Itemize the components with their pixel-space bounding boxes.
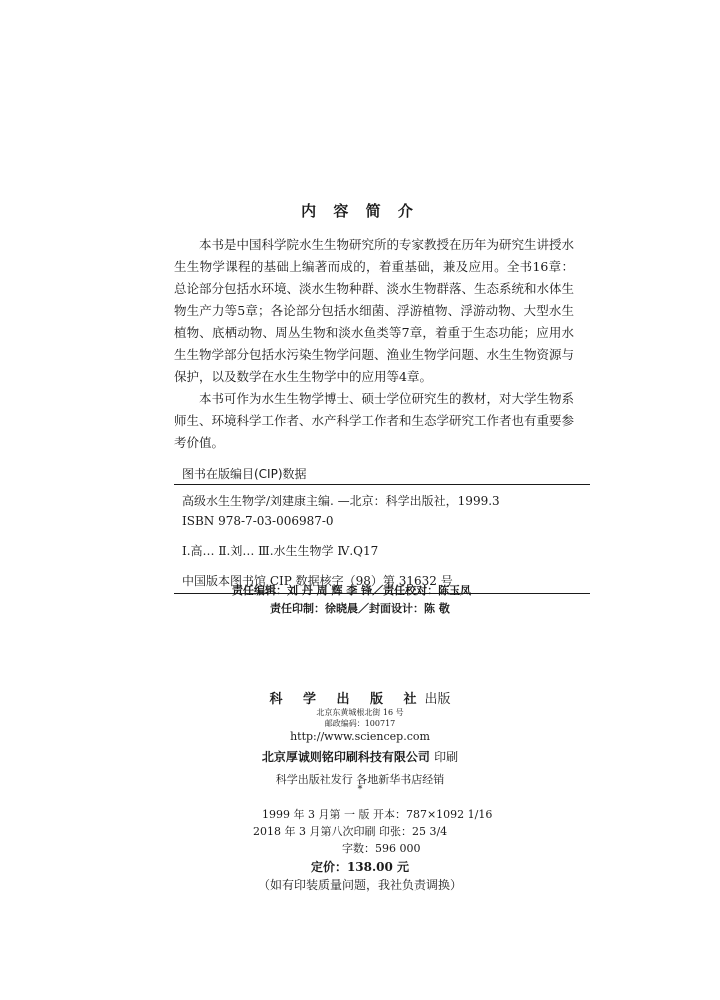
- publisher-address: 北京东黄城根北街 16 号: [316, 708, 404, 717]
- publisher-postal-code: 邮政编码：100717: [324, 719, 396, 728]
- editors-line-2: 责任印制：徐晓晨／封面设计：陈 敬: [270, 602, 450, 615]
- publisher-url: http://www.sciencep.com: [290, 730, 430, 743]
- publication-block: [0, 688, 720, 787]
- word-count: 字数：596 000: [342, 842, 421, 855]
- cip-header: 图书在版编目(CIP)数据: [174, 464, 590, 485]
- publisher-line: [0, 688, 720, 707]
- intro-body: [174, 234, 574, 454]
- quality-note: （如有印装质量问题，我社负责调换）: [257, 878, 462, 892]
- intro-paragraph: 本书可作为水生生物学博士、硕士学位研究生的教材，对大学生物系师生、环境科学工作者、水产科学工作者和生态学研究工作者也有重要参考价值。: [174, 391, 575, 450]
- cip-title-line: 高级水生生物学/刘建康主编. —北京：科学出版社，1999.3: [182, 494, 500, 508]
- publisher-name: 科 学 出 版 社: [269, 692, 425, 707]
- printer-suffix: 印刷: [434, 750, 459, 764]
- editors-line-1: 责任编辑：刘 丹 周 辉 李 锋／责任校对：陈玉凤: [232, 584, 472, 597]
- cip-classification: Ⅰ.高… Ⅱ.刘… Ⅲ.水生生物学 Ⅳ.Q17: [182, 544, 379, 558]
- intro-title: 内 容 简 介: [301, 202, 419, 220]
- distribution-line: 科学出版社发行 各地新华书店经销: [275, 773, 445, 786]
- publisher-suffix: 出版: [424, 692, 451, 707]
- edition-line: 1999 年 3 月第 一 版 开本：787×1092 1/16: [262, 808, 493, 821]
- price: 定价：138.00 元: [310, 860, 410, 874]
- printer-name: 北京厚诚则铭印刷科技有限公司: [261, 750, 430, 764]
- cip-record-number: 中国版本图书馆 CIP 数据核字（98）第 31632 号: [182, 574, 453, 588]
- intro-paragraph: 本书是中国科学院水生生物研究所的专家教授在历年为研究生讲授水生生物学课程的基础上编著而成的，着重基础，兼及应用。全书16章：总论部分包括水环境、淡水生物种群、淡水生物群落、生态系统和水体生物生产力等5章；各论部分包括水细菌、浮游植物、浮游动物、大型水生植物、底栖动物、周丛生物和淡水鱼类等7章，着重于生态功能；应用水生生物学部分包括水污染生物学问题、渔业生物学问题、水生生物资源与保护，以及数学在水生生物学中的应用等4章。: [174, 237, 575, 384]
- printer-line: [0, 748, 720, 765]
- cip-isbn: ISBN 978-7-03-006987-0: [182, 514, 334, 528]
- separator-star: *: [357, 784, 363, 795]
- cip-block: [174, 464, 590, 594]
- printing-line: 2018 年 3 月第八次印刷 印张：25 3/4: [253, 825, 448, 838]
